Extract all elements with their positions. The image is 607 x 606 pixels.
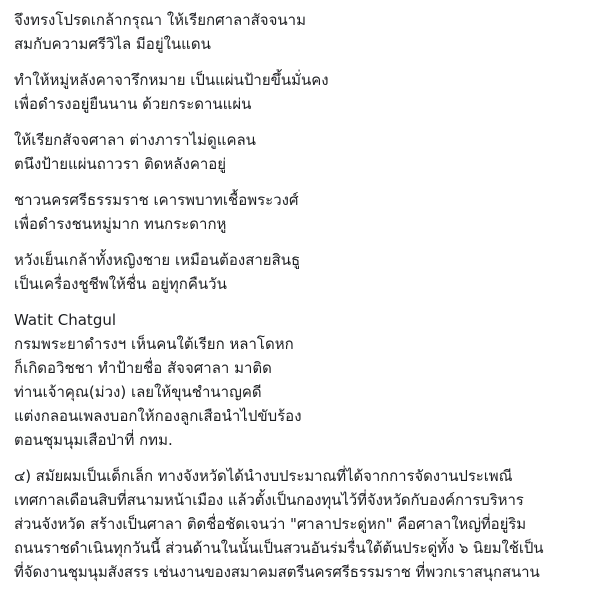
comment-line: แต่งกลอนเพลงบอกให้กองลูกเสือนำไปขับร้อง [14,407,302,425]
poem-line: เพื่อดำรงอยู่ยืนนาน ด้วยกระดานแผ่น [14,95,252,113]
paragraph-line: ๔) สมัยผมเป็นเด็กเล็ก ทางจังหวัดได้นำงบประมาณที่ได้จากการจัดงานประเพณี [14,467,513,485]
poem-line: เพื่อดำรงชนหมู่มาก ทนกระดากหู [14,215,227,233]
poem-line: ตนึงป้ายแผ่นถาวรา ติดหลังคาอยู่ [14,155,227,173]
comment-line: กรมพระยาดำรงฯ เห็นคนใต้เรียก หลาโดหก [14,335,294,353]
poem-stanza [14,188,602,236]
poem-stanza [14,128,602,176]
comment-block [14,308,602,452]
poem-stanza [14,248,602,296]
post-body [14,8,602,596]
paragraph-block [14,464,602,584]
poem-line: สมกับความศรีวิไล มีอยู่ในแดน [14,35,211,53]
paragraph-line: ส่วนจังหวัด สร้างเป็นศาลา ติดชื่อชัดเจนว่า "ศาลาประดู่หก" คือศาลาใหญ่ที่อยู่ริม [14,515,527,533]
paragraph-line: ถนนราชดำเนินทุกวันนี้ ส่วนด้านในนั้นเป็นสวนอันร่มรื่นใต้ต้นประดู่ทั้ง ๖ นิยมใช้เป็น [14,539,544,557]
comment-line: ก็เกิดอวิชชา ทำป้ายชื่อ สัจจศาลา มาติด [14,359,272,377]
poem-line: จึงทรงโปรดเกล้ากรุณา ให้เรียกศาลาสัจจนาม [14,11,306,29]
poem-line: เป็นเครื่องชูชีพให้ชื่น อยู่ทุกคืนวัน [14,275,227,293]
poem-line: ให้เรียกสัจจศาลา ต่างภาราไม่ดูแคลน [14,131,256,149]
comment-line: ตอนชุมนุมเสือป่าที่ กทม. [14,431,173,449]
poem-stanza [14,68,602,116]
author-name: Watit Chatgul [14,311,117,329]
poem-line: หวังเย็นเกล้าทั้งหญิงชาย เหมือนต้องสายสินธู [14,251,301,269]
poem-line: ทำให้หมู่หลังคาจารึกหมาย เป็นแผ่นป้ายขึ้นมั่นคง [14,71,329,89]
comment-line: ท่านเจ้าคุณ(ม่วง) เลยให้ขุนชำนาญคดี [14,383,262,401]
paragraph-line: เทศกาลเดือนสิบที่สนามหน้าเมือง แล้วตั้งเป็นกองทุนไว้ที่จังหวัดกับองค์การบริหาร [14,491,524,509]
paragraph-line: ที่จัดงานชุมนุมสังสรร เช่นงานของสมาคมสตรีนครศรีธรรมราช ที่พวกเราสนุกสนาน [14,563,540,581]
poem-stanza [14,8,602,56]
poem-line: ชาวนครศรีธรรมราช เคารพบาทเชื้อพระวงศ์ [14,191,299,209]
